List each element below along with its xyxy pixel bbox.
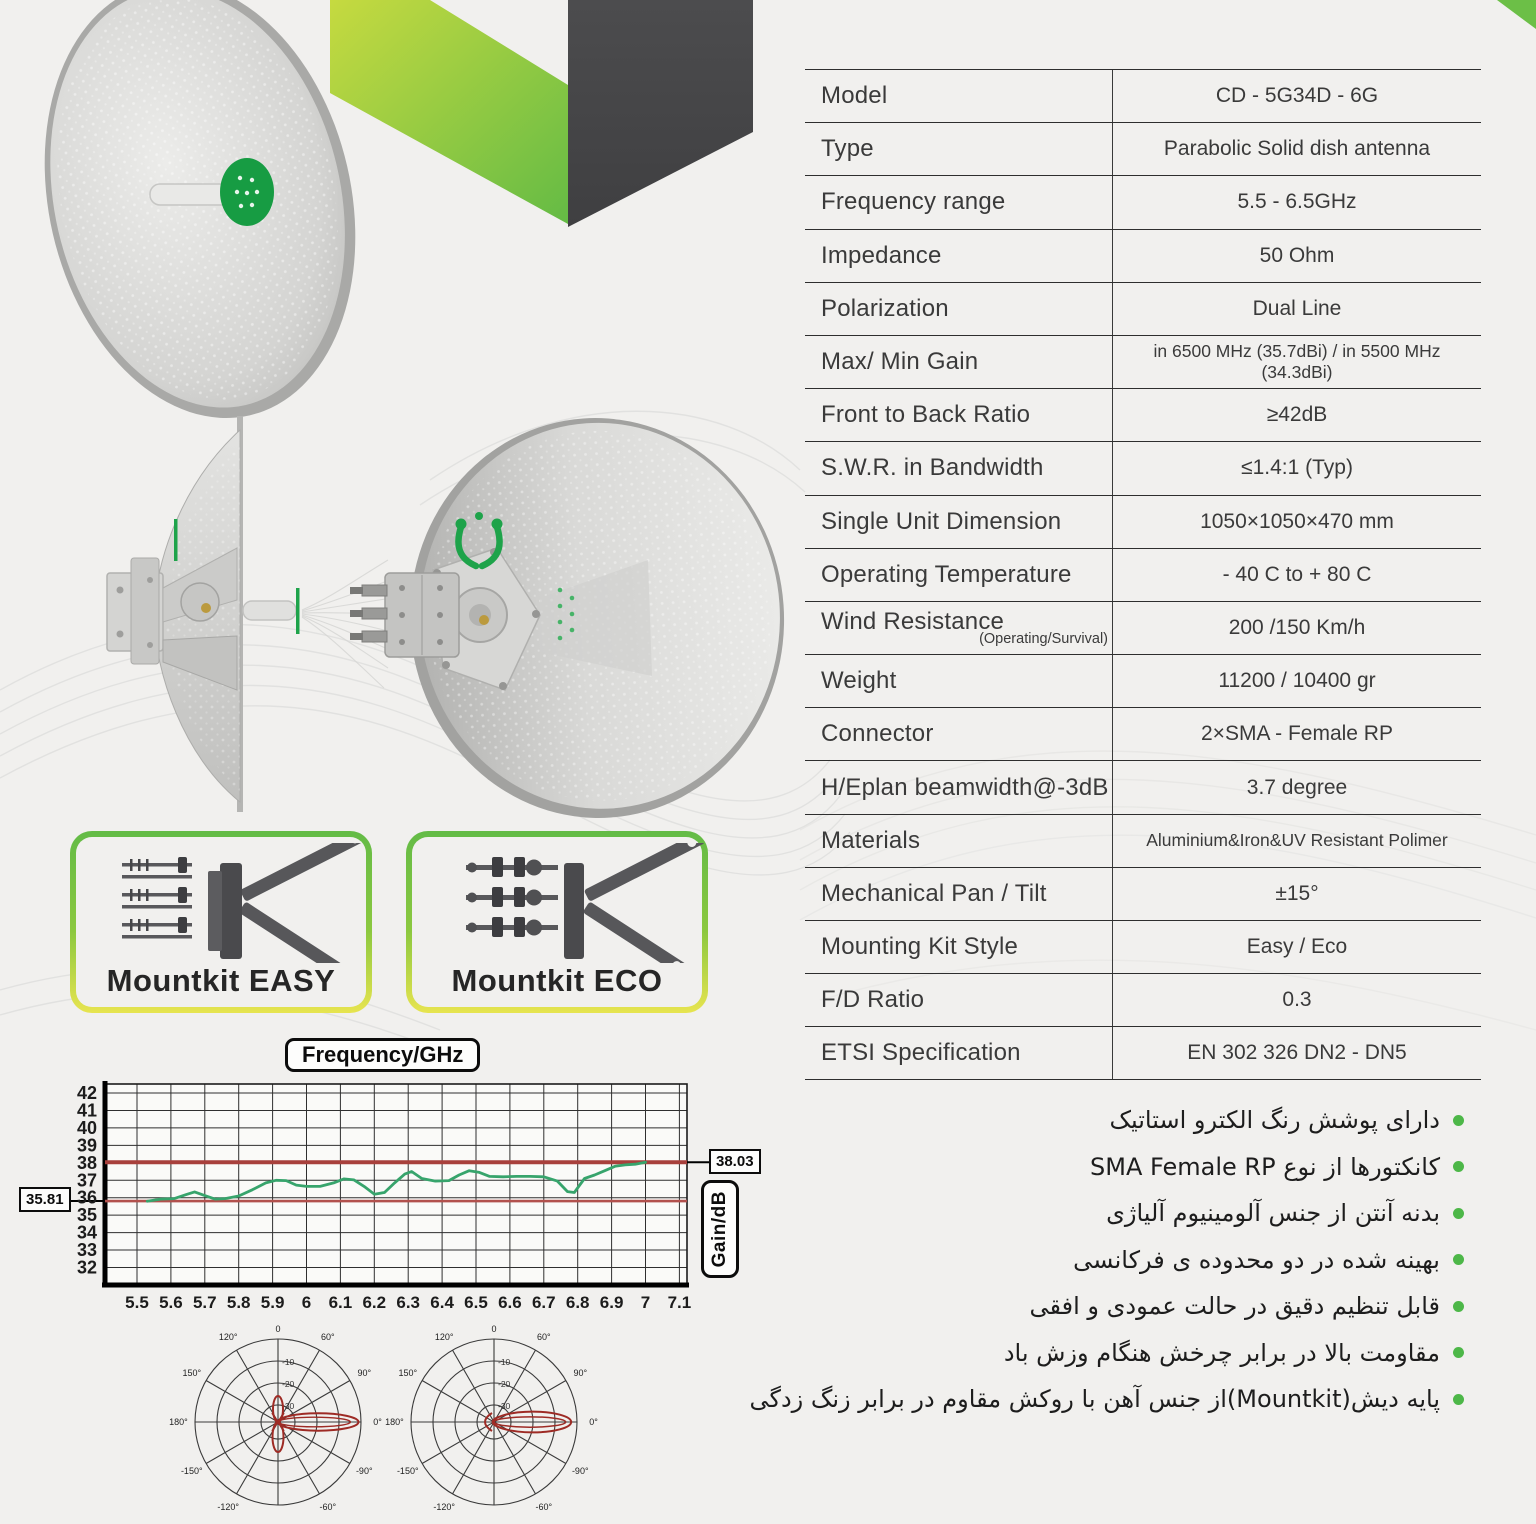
svg-text:-150°: -150°: [396, 1465, 419, 1476]
mountkit-eco-card: [406, 831, 708, 1013]
spec-value: Dual Line: [1252, 296, 1342, 320]
svg-text:150°: 150°: [398, 1368, 418, 1379]
svg-text:-150°: -150°: [180, 1465, 203, 1476]
svg-text:120°: 120°: [218, 1332, 238, 1343]
radiation-pattern-left: [160, 1320, 396, 1524]
spec-label: Frequency range: [821, 188, 1006, 216]
svg-text:6.3: 6.3: [396, 1293, 421, 1312]
spec-table: [805, 69, 1481, 1080]
feature-text: مقاومت بالا در برابر چرخش هنگام وزش باد: [1003, 1338, 1440, 1367]
spec-label-cell: [805, 70, 1113, 122]
spec-row: [805, 814, 1481, 867]
spec-value: 2×SMA - Female RP: [1201, 722, 1393, 746]
bullet-dot-icon: [1453, 1161, 1464, 1172]
svg-text:42: 42: [76, 1083, 97, 1103]
feature-item: [804, 1237, 1464, 1284]
svg-text:-60°: -60°: [319, 1501, 337, 1512]
svg-text:5.6: 5.6: [159, 1293, 183, 1312]
svg-text:40: 40: [76, 1117, 97, 1138]
spec-label-cell: [805, 1027, 1113, 1078]
spec-row: [805, 229, 1481, 282]
ref-min-label: 35.81: [19, 1187, 71, 1212]
svg-text:5.8: 5.8: [226, 1293, 251, 1312]
svg-text:39: 39: [76, 1135, 97, 1156]
spec-value: ±15°: [1275, 881, 1319, 905]
svg-text:150°: 150°: [182, 1368, 202, 1379]
feature-text: بدنه آنتن از جنس آلومینیوم آلیاژی: [1106, 1199, 1440, 1228]
svg-text:-60°: -60°: [535, 1501, 553, 1512]
spec-label: Front to Back Ratio: [821, 401, 1031, 429]
corner-green-wedge: [1497, 0, 1536, 29]
spec-value: 5.5 - 6.5GHz: [1237, 190, 1357, 214]
svg-text:-20: -20: [282, 1378, 295, 1389]
svg-text:-90°: -90°: [571, 1465, 589, 1476]
spec-value: 3.7 degree: [1246, 775, 1348, 799]
spec-row: [805, 548, 1481, 601]
spec-label: Weight: [821, 667, 897, 695]
feature-text: کانکتورها از نوع SMA Female RP: [1090, 1152, 1440, 1181]
spec-value: 11200 / 10400 gr: [1218, 669, 1376, 693]
svg-text:34: 34: [76, 1222, 97, 1243]
spec-label-cell: [805, 176, 1113, 228]
svg-text:60°: 60°: [320, 1332, 335, 1343]
svg-text:180°: 180°: [169, 1417, 188, 1427]
svg-text:-30: -30: [282, 1400, 295, 1411]
svg-text:-10: -10: [498, 1356, 511, 1367]
svg-text:-120°: -120°: [433, 1501, 456, 1512]
svg-text:37: 37: [76, 1170, 97, 1191]
spec-row: [805, 441, 1481, 494]
spec-value: ≥42dB: [1266, 403, 1328, 427]
feature-list: [749, 1097, 1464, 1423]
sma-connectors: [350, 585, 387, 642]
spec-row: [805, 760, 1481, 813]
spec-label-cell: [805, 283, 1113, 335]
bullet-dot-icon: [1453, 1394, 1464, 1405]
spec-label-cell: [805, 602, 1113, 654]
bullet-dot-icon: [1453, 1347, 1464, 1358]
bullet-dot-icon: [1453, 1254, 1464, 1265]
svg-text:32: 32: [76, 1257, 97, 1278]
spec-label: H/Eplan beamwidth@-3dB: [821, 773, 1109, 801]
feature-item: [804, 1190, 1464, 1237]
spec-row: [805, 973, 1481, 1026]
svg-text:7: 7: [640, 1293, 651, 1312]
spec-value: Aluminium&Iron&UV Resistant Polimer: [1146, 830, 1448, 851]
mountkit-easy-card: [70, 831, 372, 1013]
spec-row: [805, 867, 1481, 920]
spec-label: Model: [821, 82, 888, 110]
spec-label: Single Unit Dimension: [821, 507, 1062, 535]
spec-value: Easy / Eco: [1246, 935, 1348, 959]
spec-value: 1050×1050×470 mm: [1200, 509, 1394, 533]
feature-text: قابل تنظیم دقیق در حالت عمودی و افقی: [1029, 1292, 1440, 1321]
ref-max-label: 38.03: [709, 1149, 761, 1174]
svg-text:-10: -10: [282, 1356, 295, 1367]
spec-label: Polarization: [821, 294, 949, 322]
spec-label-cell: [805, 921, 1113, 973]
svg-text:-20: -20: [498, 1378, 511, 1389]
svg-text:7.1: 7.1: [667, 1293, 692, 1312]
svg-text:6.2: 6.2: [362, 1293, 387, 1312]
spec-row: [805, 122, 1481, 175]
spec-label: Connector: [821, 720, 934, 748]
spec-row: [805, 601, 1481, 654]
spec-label-cell: [805, 389, 1113, 441]
spec-label-cell: [805, 123, 1113, 175]
gain-axis-label: Gain/dB: [709, 1190, 730, 1268]
gain-axis-label-box: [701, 1180, 739, 1278]
feature-text: پایه دیش(Mountkit)از جنس آهن با روکش مقاوم در برابر زنگ زدگی: [749, 1385, 1440, 1414]
bullet-dot-icon: [1453, 1301, 1464, 1312]
mountkit-easy-illustration: [84, 843, 368, 963]
spec-label-cell: [805, 496, 1113, 548]
feature-item: [804, 1097, 1464, 1144]
spec-value: - 40 C to + 80 C: [1222, 562, 1372, 586]
svg-text:90°: 90°: [357, 1368, 372, 1379]
spec-label: Mechanical Pan / Tilt: [821, 879, 1047, 907]
spec-label: Materials: [821, 826, 921, 854]
spec-label: Impedance: [821, 241, 942, 269]
svg-text:180°: 180°: [385, 1417, 404, 1427]
spec-label: Type: [821, 135, 874, 163]
gain-chart-plot: [0, 1030, 780, 1330]
svg-text:-90°: -90°: [355, 1465, 373, 1476]
spec-label-cell: [805, 442, 1113, 494]
spec-value: 50 Ohm: [1259, 243, 1335, 267]
spec-row: [805, 175, 1481, 228]
radiation-pattern-right: [376, 1320, 612, 1524]
spec-label: S.W.R. in Bandwidth: [821, 454, 1044, 482]
spec-label: Operating Temperature: [821, 560, 1072, 588]
spec-label: Wind Resistance: [821, 608, 1005, 636]
spec-value: 200 /150 Km/h: [1228, 615, 1366, 639]
spec-row: [805, 1026, 1481, 1079]
spec-label-cell: [805, 336, 1113, 388]
svg-text:0: 0: [491, 1324, 497, 1334]
svg-text:0°: 0°: [589, 1417, 598, 1427]
spec-sublabel: (Operating/Survival): [979, 631, 1108, 648]
spec-row: [805, 707, 1481, 760]
svg-text:-120°: -120°: [217, 1501, 240, 1512]
mountkit-eco-illustration: [420, 843, 704, 963]
spec-label: F/D Ratio: [821, 986, 925, 1014]
spec-label: Mounting Kit Style: [821, 933, 1019, 961]
spec-label-cell: [805, 708, 1113, 760]
svg-text:-30: -30: [498, 1400, 511, 1411]
feature-item: [804, 1144, 1464, 1191]
feature-item: [749, 1376, 1464, 1423]
spec-value: ≤1.4:1 (Typ): [1241, 456, 1353, 480]
svg-text:6.9: 6.9: [599, 1293, 624, 1312]
svg-text:60°: 60°: [536, 1332, 551, 1343]
svg-text:5.9: 5.9: [260, 1293, 285, 1312]
feature-text: دارای پوشش رنگ الکترو استاتیک: [1109, 1106, 1440, 1135]
svg-text:38: 38: [76, 1152, 97, 1173]
spec-label-cell: [805, 230, 1113, 282]
svg-text:6.5: 6.5: [464, 1293, 488, 1312]
svg-text:6.1: 6.1: [328, 1293, 353, 1312]
dark-polygon-shape: [568, 0, 753, 227]
svg-text:0: 0: [275, 1324, 281, 1334]
spec-row: [805, 920, 1481, 973]
spec-label-cell: [805, 974, 1113, 1026]
spec-label-cell: [805, 815, 1113, 867]
svg-text:6: 6: [301, 1293, 312, 1312]
svg-text:36: 36: [76, 1187, 97, 1208]
svg-text:41: 41: [76, 1100, 97, 1121]
spec-label-cell: [805, 761, 1113, 813]
chart-title: Frequency/GHz: [285, 1038, 480, 1072]
spec-value: Parabolic Solid dish antenna: [1163, 137, 1431, 161]
feed-tube: [150, 184, 232, 205]
spec-label-cell: [805, 549, 1113, 601]
spec-value: in 6500 MHz (35.7dBi) / in 5500 MHz (34.3dBi): [1153, 341, 1441, 383]
svg-text:6.4: 6.4: [430, 1293, 454, 1312]
feature-item: [804, 1330, 1464, 1377]
spec-row: [805, 495, 1481, 548]
svg-text:6.8: 6.8: [565, 1293, 590, 1312]
svg-text:5.7: 5.7: [192, 1293, 217, 1312]
feature-text: بهینه شده در دو محدوده ی فرکانسی: [1073, 1245, 1440, 1274]
gain-chart: [0, 1030, 780, 1330]
svg-text:6.7: 6.7: [531, 1293, 556, 1312]
green-band-shape: [330, 0, 568, 224]
spec-row: [805, 282, 1481, 335]
spec-row: [805, 654, 1481, 707]
svg-text:120°: 120°: [434, 1332, 454, 1343]
spec-value: EN 302 326 DN2 - DN5: [1187, 1040, 1407, 1064]
svg-text:33: 33: [76, 1240, 97, 1261]
svg-text:90°: 90°: [573, 1368, 588, 1379]
dish-side-view: [107, 416, 300, 812]
dish-back-view: [350, 405, 797, 830]
bullet-dot-icon: [1453, 1208, 1464, 1219]
spec-label-cell: [805, 868, 1113, 920]
mountkit-easy-label: Mountkit EASY: [106, 963, 336, 998]
svg-text:35: 35: [76, 1205, 97, 1226]
svg-text:5.5: 5.5: [125, 1293, 149, 1312]
spec-label: ETSI Specification: [821, 1038, 1021, 1066]
svg-text:6.6: 6.6: [498, 1293, 522, 1312]
spec-row: [805, 69, 1481, 122]
svg-text:0°: 0°: [373, 1417, 382, 1427]
spec-label-cell: [805, 655, 1113, 707]
spec-value: 0.3: [1282, 988, 1312, 1012]
mountkit-eco-label: Mountkit ECO: [451, 963, 663, 998]
spec-row: [805, 335, 1481, 388]
spec-row: [805, 388, 1481, 441]
bullet-dot-icon: [1453, 1115, 1464, 1126]
spec-value: CD - 5G34D - 6G: [1215, 84, 1379, 108]
spec-label: Max/ Min Gain: [821, 348, 979, 376]
feature-item: [804, 1283, 1464, 1330]
